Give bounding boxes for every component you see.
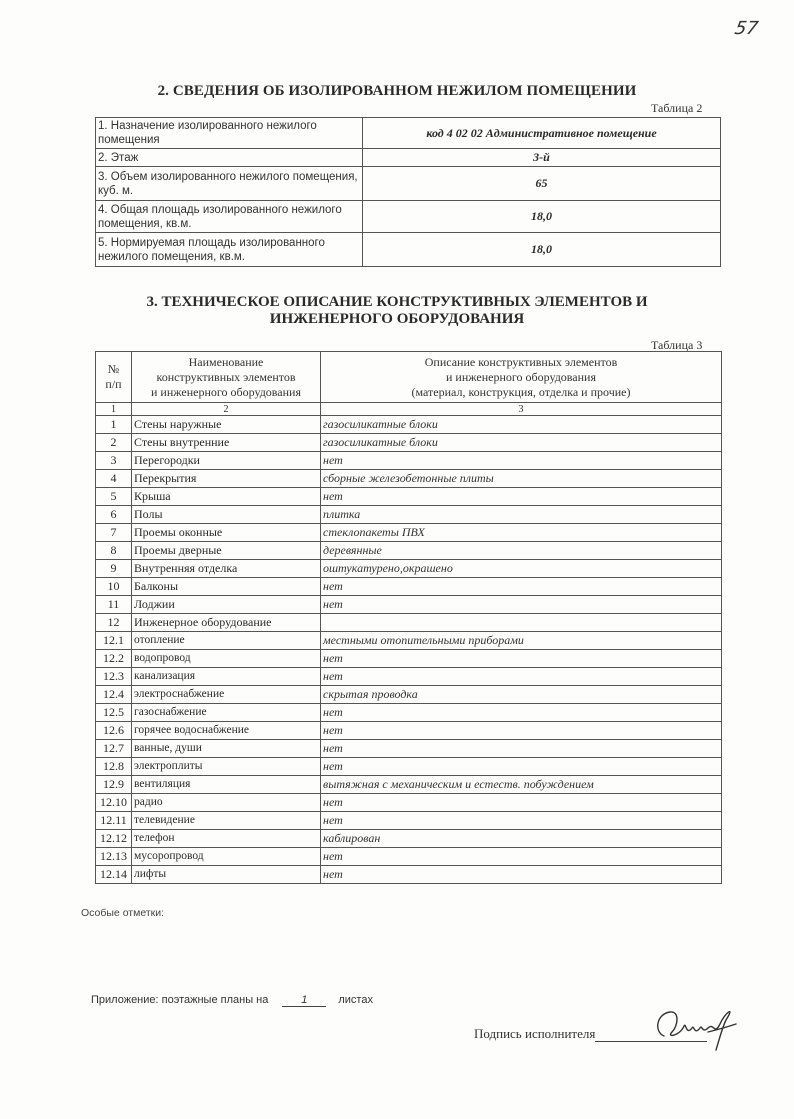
table-row: [96, 488, 722, 506]
row-element-name: водопровод: [132, 650, 321, 668]
table-header-row: [96, 352, 722, 403]
row-description: каблирован: [321, 830, 722, 848]
row-value: 18,0: [363, 233, 721, 267]
row-description: нет: [321, 866, 722, 884]
row-number: 9: [96, 560, 132, 578]
row-description: нет: [321, 812, 722, 830]
row-number: 4: [96, 470, 132, 488]
row-element-name: электроснабжение: [132, 686, 321, 704]
row-value: 3-й: [363, 149, 721, 167]
row-element-name: мусоропровод: [132, 848, 321, 866]
row-value: 65: [363, 167, 721, 201]
page-number: 57: [733, 18, 760, 39]
column-number: 2: [132, 403, 321, 416]
header-text: и инженерного оборудования: [150, 384, 301, 399]
header-description: [321, 352, 722, 403]
row-description: сборные железобетонные плиты: [321, 470, 722, 488]
row-description: газосиликатные блоки: [321, 434, 722, 452]
header-text: №: [107, 362, 120, 376]
table-row: [96, 596, 722, 614]
row-description: газосиликатные блоки: [321, 416, 722, 434]
row-description: нет: [321, 848, 722, 866]
row-element-name: Крыша: [132, 488, 321, 506]
row-element-name: канализация: [132, 668, 321, 686]
table-row: [96, 416, 722, 434]
table-row: [96, 686, 722, 704]
row-number: 11: [96, 596, 132, 614]
row-value: 18,0: [363, 201, 721, 233]
row-number: 12.8: [96, 758, 132, 776]
table-row: [96, 452, 722, 470]
handwritten-signature-icon: [650, 1002, 740, 1057]
table-row: [96, 794, 722, 812]
row-element-name: Перекрытия: [132, 470, 321, 488]
header-text: и инженерного оборудования: [445, 369, 596, 384]
row-number: 12: [96, 614, 132, 632]
row-label: 1. Назначение изолированного нежилого помещения: [96, 118, 363, 149]
row-number: 5: [96, 488, 132, 506]
row-number: 12.5: [96, 704, 132, 722]
row-label: 5. Нормируемая площадь изолированного нежилого помещения, кв.м.: [96, 233, 363, 267]
row-number: 1: [96, 416, 132, 434]
section3-title-line2: ИНЖЕНЕРНОГО ОБОРУДОВАНИЯ: [269, 311, 525, 327]
row-description: [321, 614, 722, 632]
row-label: 3. Объем изолированного нежилого помещения, куб. м.: [96, 167, 363, 201]
row-number: 12.7: [96, 740, 132, 758]
table-row: [96, 201, 721, 233]
row-number: 7: [96, 524, 132, 542]
row-description: нет: [321, 596, 722, 614]
table2-caption: Таблица 2: [651, 101, 703, 115]
table-row: [96, 668, 722, 686]
row-element-name: Внутренняя отделка: [132, 560, 321, 578]
row-description: нет: [321, 758, 722, 776]
row-element-name: лифты: [132, 866, 321, 884]
row-number: 12.6: [96, 722, 132, 740]
row-description: нет: [321, 794, 722, 812]
section3-title: [0, 294, 794, 328]
appendix-count: 1: [282, 994, 326, 1007]
row-element-name: Проемы дверные: [132, 542, 321, 560]
table-body: [96, 416, 722, 884]
table-row: [96, 740, 722, 758]
row-number: 12.14: [96, 866, 132, 884]
header-name: [132, 352, 321, 403]
column-number: 1: [96, 403, 132, 416]
row-description: местными отопительными приборами: [321, 632, 722, 650]
row-description: нет: [321, 578, 722, 596]
table-row: [96, 866, 722, 884]
table-row: [96, 776, 722, 794]
header-text: Описание конструктивных элементов: [424, 354, 618, 369]
row-number: 12.3: [96, 668, 132, 686]
row-element-name: Проемы оконные: [132, 524, 321, 542]
table3-caption: Таблица 3: [651, 338, 703, 352]
row-element-name: ванные, души: [132, 740, 321, 758]
row-element-name: Инженерное оборудование: [132, 614, 321, 632]
header-text: Наименование: [188, 354, 264, 369]
row-description: нет: [321, 650, 722, 668]
table-row: [96, 704, 722, 722]
row-description: нет: [321, 722, 722, 740]
row-element-name: Лоджии: [132, 596, 321, 614]
table-row: [96, 506, 722, 524]
row-number: 12.12: [96, 830, 132, 848]
row-description: скрытая проводка: [321, 686, 722, 704]
row-number: 2: [96, 434, 132, 452]
section3-title-line1: 3. ТЕХНИЧЕСКОЕ ОПИСАНИЕ КОНСТРУКТИВНЫХ ЭЛЕМЕНТОВ И: [146, 294, 648, 310]
table-row: [96, 167, 721, 201]
row-element-name: горячее водоснабжение: [132, 722, 321, 740]
table-row: [96, 578, 722, 596]
row-element-name: Перегородки: [132, 452, 321, 470]
table-row: [96, 632, 722, 650]
row-description: нет: [321, 452, 722, 470]
table-row: [96, 848, 722, 866]
row-description: оштукатурено,окрашено: [321, 560, 722, 578]
column-number-row: [96, 403, 722, 416]
row-description: плитка: [321, 506, 722, 524]
table-row: [96, 830, 722, 848]
signature-label: Подпись исполнителя: [474, 1026, 596, 1041]
row-number: 12.1: [96, 632, 132, 650]
appendix-prefix: Приложение: поэтажные планы на: [91, 994, 269, 1006]
header-text: (материал, конструкция, отделка и прочие): [411, 384, 631, 399]
row-description: вытяжная с механическим и естеств. побуждением: [321, 776, 722, 794]
row-number: 12.10: [96, 794, 132, 812]
row-element-name: газоснабжение: [132, 704, 321, 722]
header-text: п/п: [105, 377, 122, 391]
table-row: [96, 434, 722, 452]
special-notes-label: Особые отметки:: [81, 907, 165, 919]
row-element-name: Стены внутренние: [132, 434, 321, 452]
row-element-name: Стены наружные: [132, 416, 321, 434]
table-row: [96, 524, 722, 542]
row-value: код 4 02 02 Административное помещение: [363, 118, 721, 149]
row-description: нет: [321, 740, 722, 758]
header-number: [96, 352, 132, 403]
row-description: стеклопакеты ПВХ: [321, 524, 722, 542]
row-label: 4. Общая площадь изолированного нежилого помещения, кв.м.: [96, 201, 363, 233]
row-number: 12.9: [96, 776, 132, 794]
appendix-line: [91, 994, 373, 1007]
row-element-name: отопление: [132, 632, 321, 650]
section2-title: 2. СВЕДЕНИЯ ОБ ИЗОЛИРОВАННОМ НЕЖИЛОМ ПОМЕЩЕНИИ: [157, 83, 637, 99]
table-row: [96, 758, 722, 776]
row-number: 8: [96, 542, 132, 560]
row-number: 12.4: [96, 686, 132, 704]
row-description: деревянные: [321, 542, 722, 560]
premises-info-table: [95, 117, 721, 267]
row-number: 10: [96, 578, 132, 596]
table-row: [96, 614, 722, 632]
table-row: [96, 722, 722, 740]
row-element-name: телевидение: [132, 812, 321, 830]
appendix-suffix: листах: [338, 994, 373, 1006]
table-row: [96, 118, 721, 149]
row-label: 2. Этаж: [96, 149, 363, 167]
column-number: 3: [321, 403, 722, 416]
row-element-name: Балконы: [132, 578, 321, 596]
table-row: [96, 650, 722, 668]
table-row: [96, 812, 722, 830]
row-element-name: электроплиты: [132, 758, 321, 776]
row-description: нет: [321, 488, 722, 506]
row-number: 12.2: [96, 650, 132, 668]
row-number: 12.11: [96, 812, 132, 830]
table-row: [96, 149, 721, 167]
row-number: 12.13: [96, 848, 132, 866]
row-element-name: вентиляция: [132, 776, 321, 794]
row-description: нет: [321, 704, 722, 722]
row-number: 6: [96, 506, 132, 524]
table-row: [96, 542, 722, 560]
table-row: [96, 470, 722, 488]
row-element-name: Полы: [132, 506, 321, 524]
table-row: [96, 560, 722, 578]
row-number: 3: [96, 452, 132, 470]
construction-elements-table: [95, 351, 722, 884]
header-text: конструктивных элементов: [156, 369, 296, 384]
row-description: нет: [321, 668, 722, 686]
row-element-name: телефон: [132, 830, 321, 848]
row-element-name: радио: [132, 794, 321, 812]
table-row: [96, 233, 721, 267]
